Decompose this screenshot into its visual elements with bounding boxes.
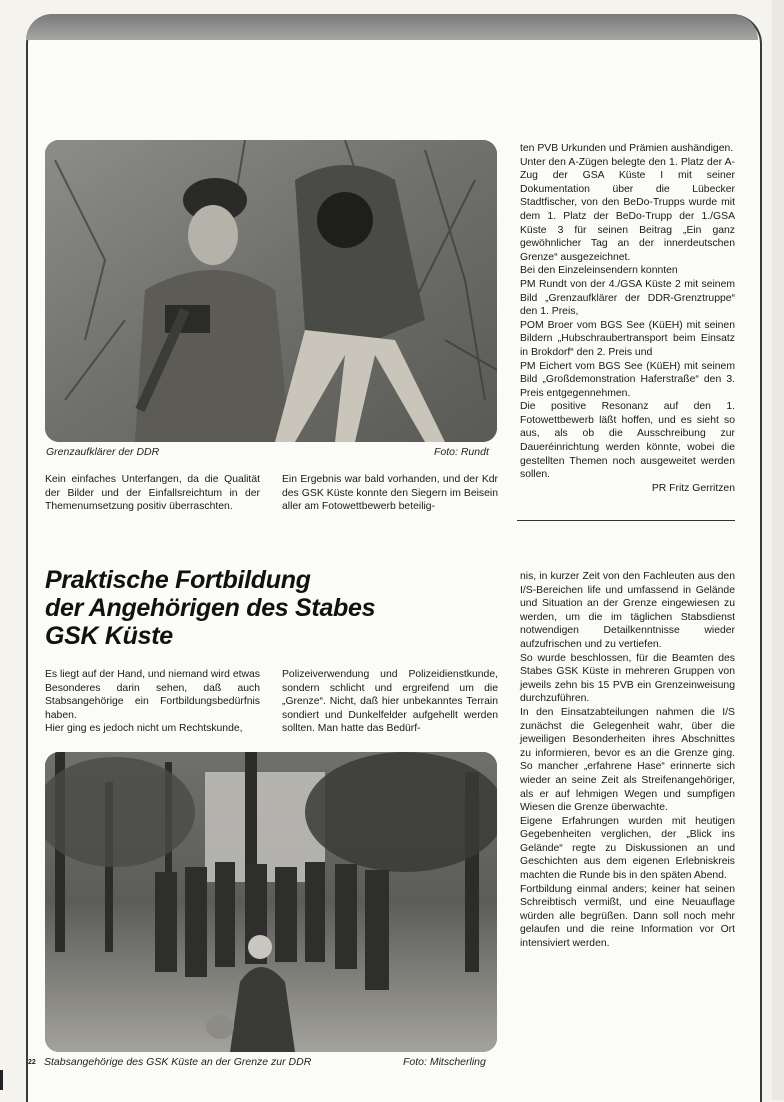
page-edge	[772, 0, 784, 1100]
intro-col-1	[45, 473, 260, 514]
photo-credit: Foto: Rundt	[434, 446, 489, 458]
photo-credit: Foto: Mitscherling	[403, 1056, 486, 1068]
paragraph: PM Eichert vom BGS See (KüEH) mit seinem Bild „Großdemonstration Haferstraße“ den 3. Preis entgegennehmen.	[520, 360, 735, 399]
page-number: 22	[28, 1059, 36, 1066]
paragraph: nis, in kurzer Zeit von den Fachleuten aus den I/S-Bereichen life und umfassend in Gelände und Situation an der Grenze eingewiesen zu werden, um die im täglichen Stabsdienst notwendigen Detailkenntnisse wieder aufzufrischen und zu vertiefen.	[520, 571, 735, 650]
paragraph: So wurde beschlossen, für die Beamten des Stabes GSK Küste in mehreren Gruppen von jeweils zehn bis 15 PVB ein Grenzeinweisung durchzuführen.	[520, 652, 735, 705]
paragraph: Ein Ergebnis war bald vorhanden, und der Kdr des GSK Küste konnte den Siegern im Beisein aller am Fotowettbewerb beteilig-	[282, 474, 498, 513]
paragraph: Bei den Einzeleinsendern konnten	[520, 265, 678, 277]
headline-line: der Angehörigen des Stabes	[45, 594, 376, 622]
headline-line: Praktische Fortbildung	[45, 566, 311, 594]
contest-results-column	[520, 142, 735, 495]
section-divider	[517, 520, 735, 521]
article-col-1	[45, 668, 260, 736]
header-band	[26, 14, 758, 40]
article-col-3	[520, 570, 735, 951]
author-signature: PR Fritz Gerritzen	[651, 482, 735, 494]
intro-col-2	[282, 473, 498, 514]
article-col-2	[282, 668, 498, 736]
paragraph: Hier ging es jedoch nicht um Rechtskunde,	[45, 723, 243, 735]
paragraph: POM Broer vom BGS See (KüEH) mit seinen Bildern „Hubschraubertransport beim Einsatz in Brokdorf“ den 2. Preis und	[520, 319, 735, 358]
margin-mark	[0, 1070, 3, 1090]
paragraph: Kein einfaches Unterfangen, da die Qualität der Bilder und der Einfallsreichtum in der Themenumsetzung positiv überraschten.	[45, 474, 260, 513]
photo-border-guard	[45, 140, 497, 442]
paragraph: Fortbildung einmal anders; keiner hat seinen Schreibtisch vermißt, und eine Neuauflage würden alle begrüßen. Dann soll noch mehr gelaufen und die reine Information vor Ort intensiviert werden.	[520, 883, 735, 950]
paragraph: ten PVB Urkunden und Prämien aushändigen.	[520, 143, 734, 154]
paragraph: Es liegt auf der Hand, und niemand wird etwas Besonderes darin sehen, daß auch Stabsangehörige ein Fortbildungsbedürfnis haben.	[45, 669, 260, 721]
paragraph: In den Einsatzabteilungen nahmen die I/S zunächst die Gelegenheit wahr, über die jeweiligen Besonderheiten ihres Abschnittes zu informieren, bevor es an die Grenze ging. So mancher „erfahrene Hase“ erinnerte sich wieder an seine Zeit als Streifenangehöriger, als er auf lehmigen Wegen und sumpfigen Wiesen die Grenze überwachte.	[520, 706, 735, 814]
paragraph: Unter den A-Zügen belegte den 1. Platz der A-Zug der GSA Küste I mit seiner Dokumentation über die Lübecker Stadtfischer, von den BeDo-Trupps wurde mit dem 1. Platz der BeDo-Trupp der 1./GSA Küste 3 für seinen Beitrag „Ein ganz gewöhnlicher Tag an der innerdeutschen Grenze“ ausgezeichnet.	[520, 156, 735, 263]
photo-staff-at-border	[45, 752, 497, 1052]
headline-line: GSK Küste	[45, 622, 173, 650]
paragraph: Eigene Erfahrungen wurden mit heutigen Gegebenheiten verglichen, der „Blick ins Gelände“ regte zu Diskussionen an und Geschichten aus dem eigenen Erlebniskreis machten die Runde bis in den späten Abend.	[520, 815, 735, 882]
photo-caption-left: Stabsangehörige des GSK Küste an der Grenze zur DDR	[44, 1056, 312, 1068]
paragraph: PM Rundt von der 4./GSA Küste 2 mit seinem Bild „Grenzaufklärer der DDR-Grenztruppe“ den 1. Preis,	[520, 278, 735, 318]
paragraph: Polizeiverwendung und Polizeidienstkunde, sondern schlicht und ergreifend um die „Grenze“. Nicht, daß hier unbekanntes Terrain sondiert und Dunkelfelder aufgehellt werden sollten. Man hatte das Bedürf-	[282, 669, 498, 735]
article-headline	[45, 566, 465, 650]
photo-caption-left: Grenzaufklärer der DDR	[46, 446, 160, 458]
paragraph: Die positive Resonanz auf den 1. Fotowettbewerb läßt hoffen, und es sieht so aus, als ob die Ausschreibung zur Daueréinrichtung werden könnte, wobei die gestellten Themen noch ausgeweitet werden sollen.	[520, 401, 735, 481]
